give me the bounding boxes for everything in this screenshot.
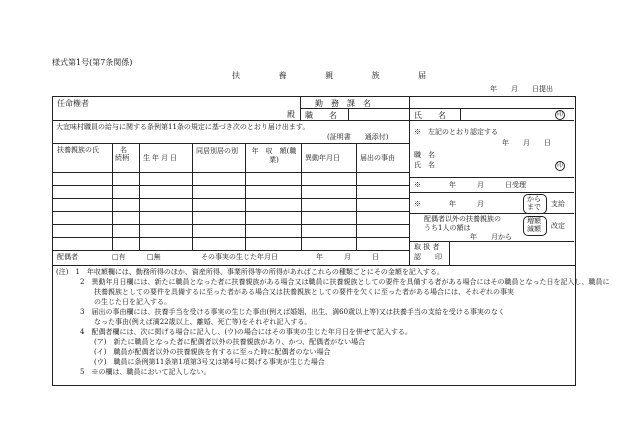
note-4: 4 配偶者欄には、次に掲げる場合に記入し、(ウ)の場合にはその事実の生じた年月日を併せて記入する。: [80, 328, 412, 336]
recipient-suffix: 殿: [287, 110, 295, 119]
spouse-no-checkbox[interactable]: □無: [147, 253, 161, 261]
col-reason: 届出の事由: [360, 154, 395, 162]
table-row[interactable]: [53, 238, 409, 250]
table-row[interactable]: [53, 225, 409, 237]
note-2c: の生じた日を記入する。: [94, 298, 171, 306]
approval-statement: ※ 左記のとおり認定する: [414, 128, 498, 136]
statement-text: 大宜味村職員の給与に関する条例第11条の規定に基づき次のとおり届け出ます。: [56, 123, 310, 131]
spouse-label: 配偶者: [57, 253, 78, 261]
col-birthdate: 生年月日: [143, 154, 179, 162]
received-date[interactable]: ※ 年 月 日受理: [414, 181, 526, 189]
col-relationship: 続柄: [115, 154, 129, 162]
increase-option[interactable]: 増額: [527, 217, 541, 225]
fact-date-label: その事実の生じた年月日: [201, 253, 278, 261]
note-4c: (ウ) 職員に条例第11条第1項第3号又は第4号に掲げる事実が生じた場合: [94, 358, 325, 366]
table-row[interactable]: [53, 199, 409, 211]
approver-post: 職 名: [414, 151, 435, 159]
payment-label: 支給: [551, 200, 565, 208]
fact-date-input[interactable]: 年 月 日: [316, 253, 379, 261]
note-2b: 扶養親族としての要件を具備するに至った者がある場合又は扶養親族としての要件を欠くに至った者がある場合には、それぞれの事実: [94, 288, 514, 296]
note-5: 5 ※の欄は、職員において記入しない。: [80, 368, 211, 376]
submission-date[interactable]: 年 月 日提出: [490, 85, 553, 93]
note-4b: (イ) 職員が配偶者以外の扶養親族を有するに至った時に配偶者のない場合: [94, 348, 331, 356]
col-cohabitation: 同居別居の別: [196, 147, 238, 155]
payment-period[interactable]: ※ 年 月: [414, 200, 484, 208]
form-title: 扶 養 親 族 届: [232, 71, 445, 80]
approval-date[interactable]: 年 月 日: [502, 139, 551, 147]
note-4a: (ア) 新たに職員となった者に配偶者以外の扶養親族があり、かつ、配偶者がない場合: [94, 338, 366, 346]
col-relative-name: 扶養親族の氏 名: [57, 146, 127, 154]
col-annual-income: 年 収 額(職業): [251, 147, 297, 164]
note-3a: 3 届出の事由欄には、扶養手当を受ける事実の生じた事由(例えば婚姻、出生、満60歳以上等)又は扶養手当の支給を受ける事実のなく: [80, 308, 505, 316]
seal-icon: 印: [556, 111, 563, 118]
approver-name: 氏 名: [414, 161, 435, 169]
decrease-option[interactable]: 減額: [527, 225, 541, 233]
form-number: 様式第1号(第7条関係): [52, 58, 133, 67]
note-3b: なった事由(例えば満22歳以上、離婚、死亡等)をそれぞれ記入する。: [94, 318, 312, 326]
other-dependents-label: 配偶者以外の扶養親族の: [424, 215, 501, 223]
handler-label: 取 扱 者: [414, 243, 440, 251]
until-label: まで: [527, 203, 541, 211]
col-change-date: 異動年月日: [305, 154, 340, 162]
approver-seal-icon: 印: [556, 162, 563, 169]
per-person-label: うち1人の額は: [424, 224, 471, 232]
table-row[interactable]: [53, 186, 409, 198]
note-1: (注) 1 年収額欄には、勤務所得のほか、資産所得、事業所得等の所得があればこれらの種類ごとにその金額を記入する。: [56, 268, 444, 276]
note-2a: 2 異動年月日欄には、新たに職員となった者に扶養親族がある場合又は職員に扶養親族としての要件を具備する者がある場合にはその職員となった日を記入し、職員に: [80, 278, 610, 286]
name-label: 氏 名: [414, 111, 446, 120]
post-input[interactable]: [350, 109, 407, 119]
spouse-yes-checkbox[interactable]: □有: [112, 253, 126, 261]
table-row[interactable]: [53, 212, 409, 224]
revision-label: 改定: [551, 222, 565, 230]
department-label: 勤 務 課 名: [315, 99, 371, 108]
from-label: から: [527, 195, 541, 203]
recipient-label: 任命権者: [57, 99, 89, 108]
certificate-note: (証明書 通添付): [327, 133, 389, 141]
table-row[interactable]: [53, 173, 409, 185]
handler-seal-input[interactable]: [451, 242, 572, 263]
handler-seal-label: 認 印: [414, 253, 442, 261]
name-input[interactable]: [462, 109, 552, 119]
amount-from-date[interactable]: 年 月から: [470, 233, 512, 241]
post-label: 職 名: [305, 111, 337, 120]
